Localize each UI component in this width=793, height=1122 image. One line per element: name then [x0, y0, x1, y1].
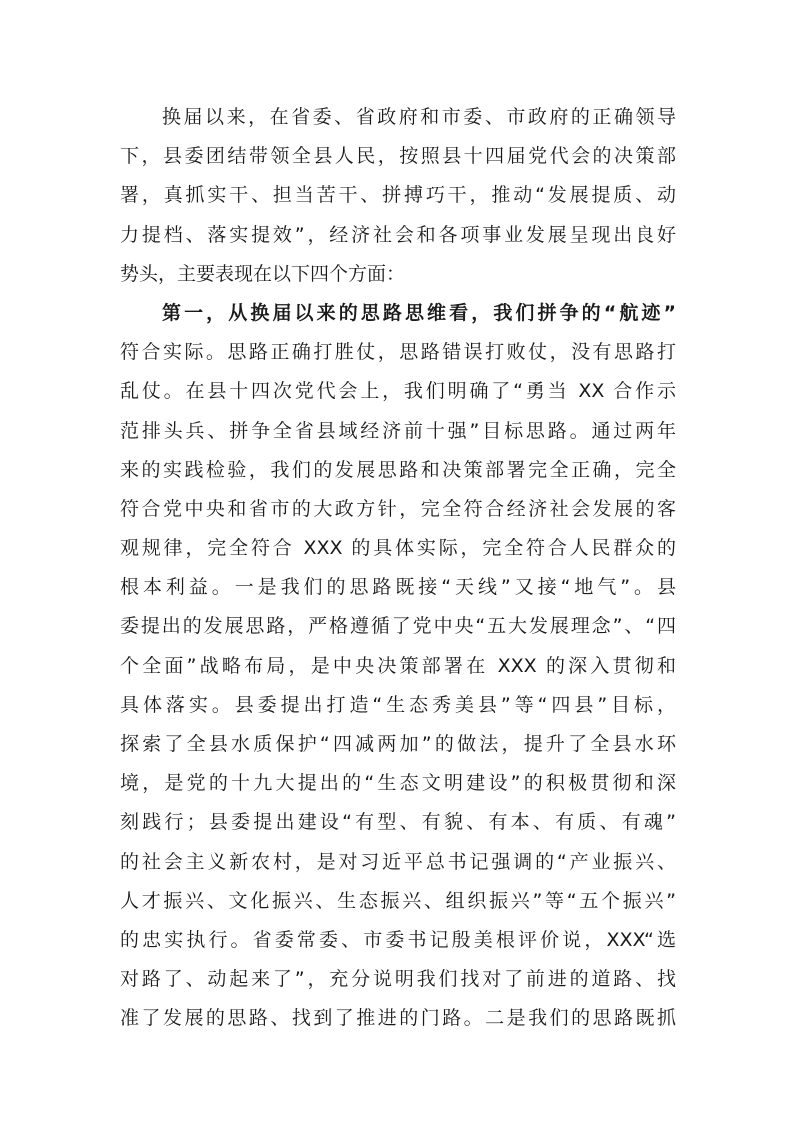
paragraph-2-line-18: 对路了、动起来了”，充分说明我们找对了前进的道路、找 [120, 968, 676, 991]
paragraph-1-line-4: 力提档、落实提效”，经济社会和各项事业发展呈现出良好 [120, 223, 676, 246]
paragraph-2-line-10: 个全面”战略布局，是中央决策部署在 XXX 的深入贯彻和 [120, 654, 676, 677]
paragraph-2-heading-line: 第一，从换届以来的思路思维看，我们拼争的“航迹” [162, 301, 676, 324]
paragraph-1-line-1: 换届以来，在省委、省政府和市委、市政府的正确领导 [162, 106, 676, 128]
paragraph-2-line-4: 范排头兵、拼争全省县域经济前十强”目标思路。通过两年 [120, 419, 676, 442]
paragraph-2-line-16: 人才振兴、文化振兴、生态振兴、组织振兴”等“五个振兴” [120, 889, 676, 912]
paragraph-2-line-15: 的社会主义新农村，是对习近平总书记强调的“产业振兴、 [120, 850, 676, 873]
document-page [120, 98, 676, 1039]
paragraph-2-line-13: 境，是党的十九大提出的“生态文明建设”的积极贯彻和深 [120, 772, 676, 795]
paragraph-2-line-3: 乱仗。在县十四次党代会上，我们明确了“勇当 XX 合作示 [120, 380, 676, 403]
paragraph-2-line-9: 委提出的发展思路，严格遵循了党中央“五大发展理念”、“四 [120, 615, 676, 638]
paragraph-2-line-5: 来的实践检验，我们的发展思路和决策部署完全正确，完全 [120, 458, 676, 481]
paragraph-2-line-12: 探索了全县水质保护“四减两加”的做法，提升了全县水环 [120, 733, 676, 755]
paragraph-2-line-7: 观规律，完全符合 XXX 的具体实际，完全符合人民群众的 [120, 537, 676, 560]
paragraph-2-line-2: 符合实际。思路正确打胜仗，思路错误打败仗，没有思路打 [120, 341, 676, 364]
paragraph-2-line-19: 准了发展的思路、找到了推进的门路。二是我们的思路既抓 [120, 1007, 676, 1030]
paragraph-2-line-14: 刻践行；县委提出建设“有型、有貌、有本、有质、有魂” [120, 811, 676, 834]
paragraph-2-line-11: 具体落实。县委提出打造“生态秀美县”等“四县”目标， [120, 693, 676, 716]
paragraph-2-line-8: 根本利益。一是我们的思路既接“天线”又接“地气”。县 [120, 576, 676, 599]
paragraph-2-line-17: 的忠实执行。省委常委、市委书记殷美根评价说，XXX“选 [120, 928, 676, 951]
paragraph-1-line-2: 下，县委团结带领全县人民，按照县十四届党代会的决策部 [120, 145, 676, 168]
paragraph-1-line-3: 署，真抓实干、担当苦干、拼搏巧干，推动“发展提质、动 [120, 184, 676, 207]
paragraph-1-line-5: 势头，主要表现在以下四个方面： [120, 262, 406, 285]
paragraph-2-line-6: 符合党中央和省市的大政方针，完全符合经济社会发展的客 [120, 497, 676, 520]
